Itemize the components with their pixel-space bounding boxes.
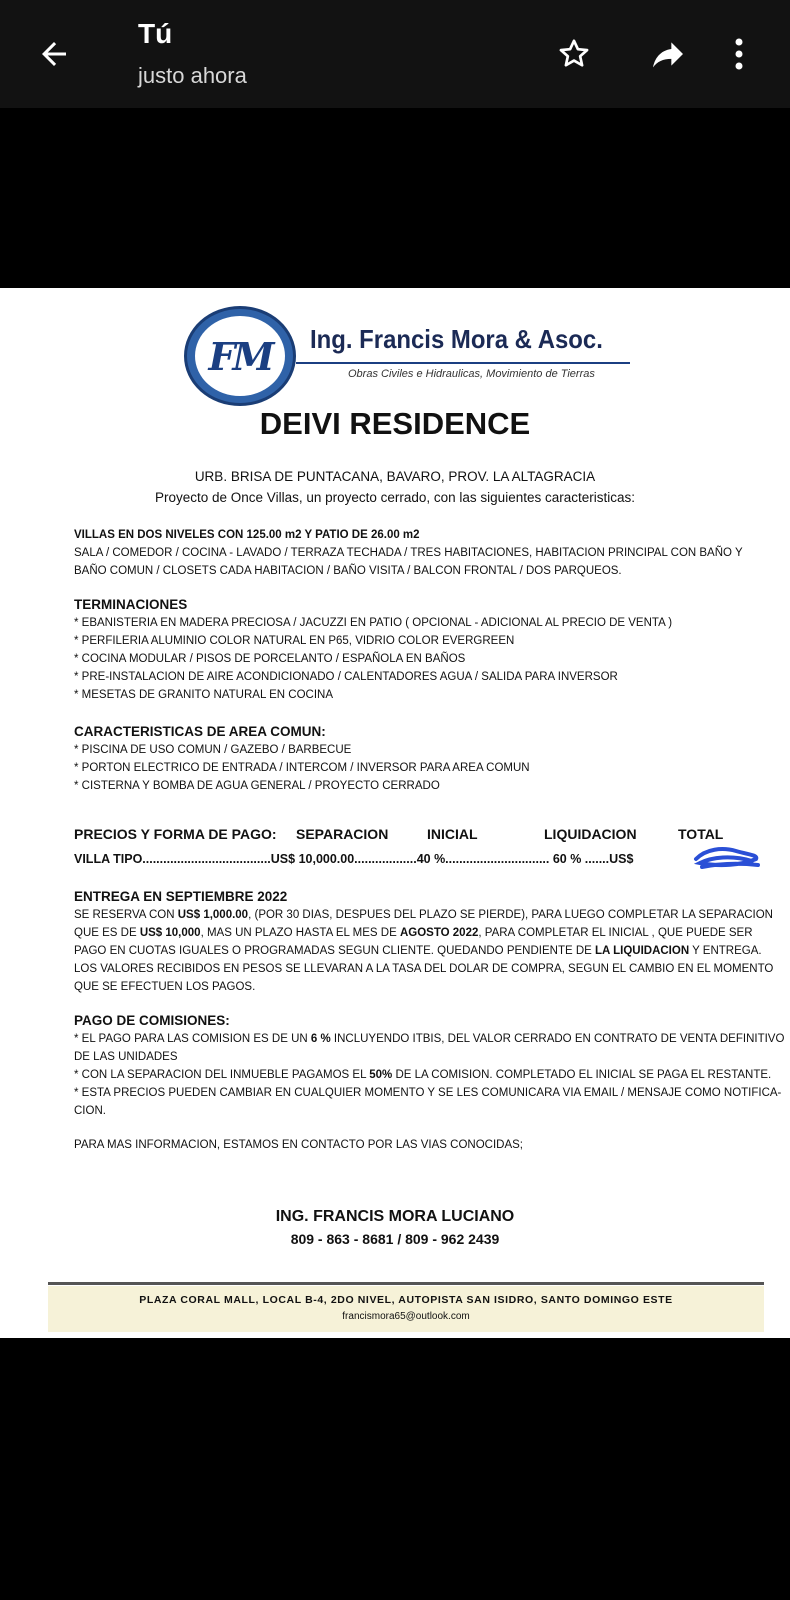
col-inicial: INICIAL [427,826,478,842]
comisiones-line: * CON LA SEPARACION DEL INMUEBLE PAGAMOS EL 50% DE LA COMISION. COMPLETADO EL INICIAL SE PAGA EL RESTANTE. [74,1069,772,1081]
app-bar [0,0,790,108]
forward-button[interactable] [644,30,692,78]
col-liquidacion: LIQUIDACION [544,826,637,842]
more-vert-icon [734,37,744,71]
company-name: Ing. Francis Mora & Asoc. [310,324,603,354]
comisiones-heading: PAGO DE COMISIONES: [74,1013,230,1028]
entrega-line: QUE SE EFECTUEN LOS PAGOS. [74,981,256,993]
col-separacion: SEPARACION [296,826,389,842]
star-button[interactable] [552,32,596,76]
villas-section [74,526,764,580]
villas-line: BAÑO COMUN / CLOSETS CADA HABITACION / BAÑO VISITA / BALCON FRONTAL / DOS PARQUEOS. [74,565,622,577]
comisiones-line: CION. [74,1105,106,1117]
shared-image[interactable] [0,288,790,1338]
area-comun-section [74,723,764,795]
footer-email: francismora65@outlook.com [342,1311,470,1322]
divider [296,362,630,364]
comisiones-line: DE LAS UNIDADES [74,1051,178,1063]
comisiones-section [74,1012,785,1120]
entrega-line: LOS VALORES RECIBIDOS EN PESOS SE LLEVARAN A LA TASA DEL DOLAR DE COMPRA, SEGUN EL CAMBIO EN EL MOMENTO [74,963,774,975]
list-item: * PISCINA DE USO COMUN / GAZEBO / BARBECUE [74,744,352,756]
entrega-line: QUE ES DE US$ 10,000, MAS UN PLAZO HASTA EL MES DE AGOSTO 2022, PARA COMPLETAR EL INICIAL , QUE PUEDE SER [74,927,753,939]
villa-tipo-row: VILLA TIPO.....................................US$ 10,000.00..................40 %.............................. 60 % .......US$ [74,852,634,866]
terminaciones-heading: TERMINACIONES [74,597,188,612]
star-icon [556,36,592,72]
project-title: DEIVI RESIDENCE [259,406,531,441]
comisiones-line: * ESTA PRECIOS PUEDEN CAMBIAR EN CUALQUIER MOMENTO Y SE LES COMUNICARA VIA EMAIL / MENSAJE COMO NOTIFICA- [74,1087,782,1099]
sender-title: Tú [138,18,173,49]
company-logo [184,306,296,406]
footer [48,1286,764,1332]
list-item: * PRE-INSTALACION DE AIRE ACONDICIONADO / CALENTADORES AGUA / SALIDA PARA INVERSOR [74,671,618,683]
timestamp: justo ahora [138,63,247,88]
company-subtitle: Obras Civiles e Hidraulicas, Movimiento de Tierras [348,368,595,380]
villas-line: SALA / COMEDOR / COCINA - LAVADO / TERRAZA TECHADA / TRES HABITACIONES, HABITACION PRINCIPAL CON BAÑO Y [74,547,743,559]
entrega-line: SE RESERVA CON US$ 1,000.00, (POR 30 DIAS, DESPUES DEL PLAZO SE PIERDE), PARA LUEGO COMPLETAR LA SEPARACION [74,909,773,921]
back-arrow-icon [36,36,72,72]
entrega-line: PAGO EN CUOTAS IGUALES O PROGRAMADAS SEGUN CLIENTE. QUEDANDO PENDIENTE DE LA LIQUIDACION Y ENTREGA. [74,945,762,957]
entrega-section [74,888,774,996]
villas-heading: VILLAS EN DOS NIVELES CON 125.00 m2 Y PATIO DE 26.00 m2 [74,529,420,541]
project-intro: Proyecto de Once Villas, un proyecto cerrado, con las siguientes caracteristicas: [155,490,635,505]
redaction-scribble [692,843,762,871]
list-item: * EBANISTERIA EN MADERA PRECIOSA / JACUZZI EN PATIO ( OPCIONAL - ADICIONAL AL PRECIO DE VENTA ) [74,617,673,629]
signature-phones: 809 - 863 - 8681 / 809 - 962 2439 [290,1231,500,1247]
logo-letters: FM [208,333,272,379]
footer-divider [48,1282,764,1285]
more-options-button[interactable] [724,30,754,78]
footer-address: PLAZA CORAL MALL, LOCAL B-4, 2DO NIVEL, AUTOPISTA SAN ISIDRO, SANTO DOMINGO ESTE [139,1294,673,1306]
contact-note: PARA MAS INFORMACION, ESTAMOS EN CONTACTO POR LAS VIAS CONOCIDAS; [74,1139,523,1151]
list-item: * MESETAS DE GRANITO NATURAL EN COCINA [74,689,334,701]
project-address: URB. BRISA DE PUNTACANA, BAVARO, PROV. LA ALTAGRACIA [194,469,596,484]
share-icon [648,34,688,74]
terminaciones-section [74,596,764,704]
signature-name: ING. FRANCIS MORA LUCIANO [275,1208,515,1225]
list-item: * COCINA MODULAR / PISOS DE PORCELANTO / ESPAÑOLA EN BAÑOS [74,653,466,665]
precios-heading: PRECIOS Y FORMA DE PAGO: [74,826,277,842]
col-total: TOTAL [678,826,724,842]
list-item: * PERFILERIA ALUMINIO COLOR NATURAL EN P65, VIDRIO COLOR EVERGREEN [74,635,515,647]
list-item: * CISTERNA Y BOMBA DE AGUA GENERAL / PROYECTO CERRADO [74,780,440,792]
back-button[interactable] [30,30,78,78]
area-comun-heading: CARACTERISTICAS DE AREA COMUN: [74,724,326,739]
comisiones-line: * EL PAGO PARA LAS COMISION ES DE UN 6 % INCLUYENDO ITBIS, DEL VALOR CERRADO EN CONTRATO DE VENTA DEFINITIVO [74,1033,785,1045]
list-item: * PORTON ELECTRICO DE ENTRADA / INTERCOM / INVERSOR PARA AREA COMUN [74,762,530,774]
entrega-heading: ENTREGA EN SEPTIEMBRE 2022 [74,889,288,904]
